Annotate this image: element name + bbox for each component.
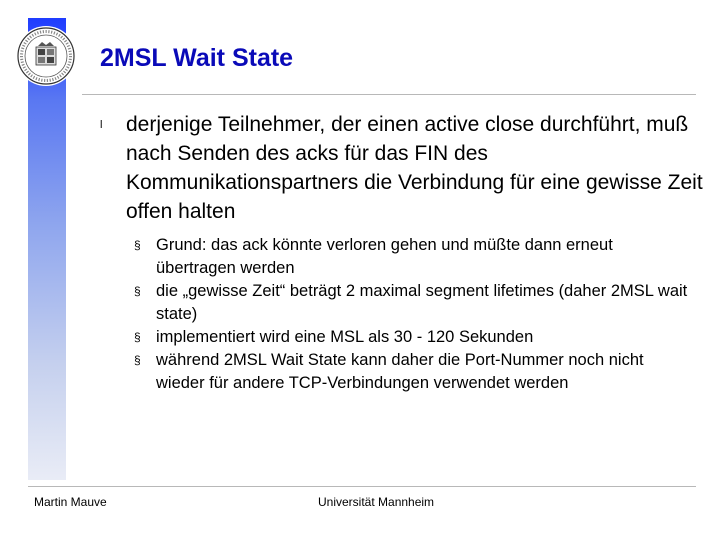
sub-point-item — [133, 280, 693, 326]
sub-point-item — [133, 234, 693, 280]
university-seal-icon — [16, 26, 76, 86]
footer-institution: Universität Mannheim — [318, 495, 435, 509]
square-bullet-icon: § — [134, 284, 141, 298]
sub-point-text: während 2MSL Wait State kann daher die Port-Nummer noch nicht wieder für andere TCP-Verbindungen verwendet werden — [156, 351, 644, 392]
footer-divider — [28, 486, 696, 487]
main-point-text: derjenige Teilnehmer, der einen active close durchführt, muß nach Senden des acks für das FIN des Kommunikationspartners die Verbindung für eine gewisse Zeit offen halten — [126, 113, 703, 223]
sub-point-text: Grund: das ack könnte verloren gehen und müßte dann erneut übertragen werden — [156, 236, 613, 277]
square-bullet-icon: § — [134, 238, 141, 252]
sub-point-list — [133, 234, 693, 395]
left-accent-bar — [28, 18, 66, 480]
sub-point-text: die „gewisse Zeit“ beträgt 2 maximal segment lifetimes (daher 2MSL wait state) — [156, 282, 688, 323]
sub-point-text: implementiert wird eine MSL als 30 - 120 Sekunden — [156, 328, 534, 346]
square-bullet-icon: § — [134, 353, 141, 367]
title-divider — [82, 94, 696, 95]
footer-author: Martin Mauve — [34, 495, 107, 509]
sub-point-item — [133, 326, 693, 349]
square-bullet-icon: § — [134, 330, 141, 344]
slide-title: 2MSL Wait State — [100, 44, 294, 72]
sub-point-item — [133, 349, 693, 395]
main-bullet-icon: l — [100, 119, 103, 131]
